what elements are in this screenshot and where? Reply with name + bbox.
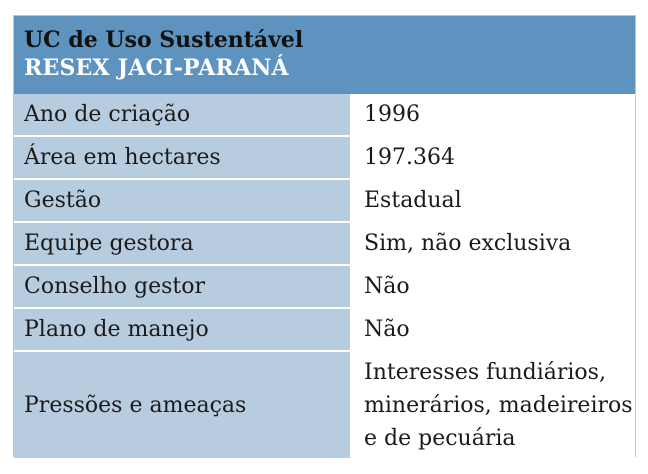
row-label: Gestão bbox=[14, 180, 350, 221]
row-value: Sim, não exclusiva bbox=[350, 223, 635, 264]
row-label: Conselho gestor bbox=[14, 266, 350, 307]
table-row bbox=[14, 350, 635, 458]
row-label: Plano de manejo bbox=[14, 309, 350, 350]
row-label: Ano de criação bbox=[14, 94, 350, 135]
table-row bbox=[14, 94, 635, 135]
info-card bbox=[13, 15, 636, 457]
table-row bbox=[14, 307, 635, 350]
row-label: Pressões e ameaças bbox=[14, 352, 350, 458]
table-row bbox=[14, 178, 635, 221]
header-subtitle: RESEX JACI-PARANÁ bbox=[24, 55, 289, 81]
card-header bbox=[14, 16, 635, 94]
row-value: 1996 bbox=[350, 94, 635, 135]
row-label: Área em hectares bbox=[14, 137, 350, 178]
table-row bbox=[14, 135, 635, 178]
table-row bbox=[14, 221, 635, 264]
row-value: Não bbox=[350, 309, 635, 350]
row-value: Não bbox=[350, 266, 635, 307]
table-row bbox=[14, 264, 635, 307]
row-value: Interesses fundiários, minerários, madeireiros e de pecuária bbox=[350, 352, 635, 458]
header-title: UC de Uso Sustentável bbox=[24, 27, 304, 53]
row-label: Equipe gestora bbox=[14, 223, 350, 264]
info-table bbox=[14, 94, 635, 458]
row-value: 197.364 bbox=[350, 137, 635, 178]
row-value: Estadual bbox=[350, 180, 635, 221]
